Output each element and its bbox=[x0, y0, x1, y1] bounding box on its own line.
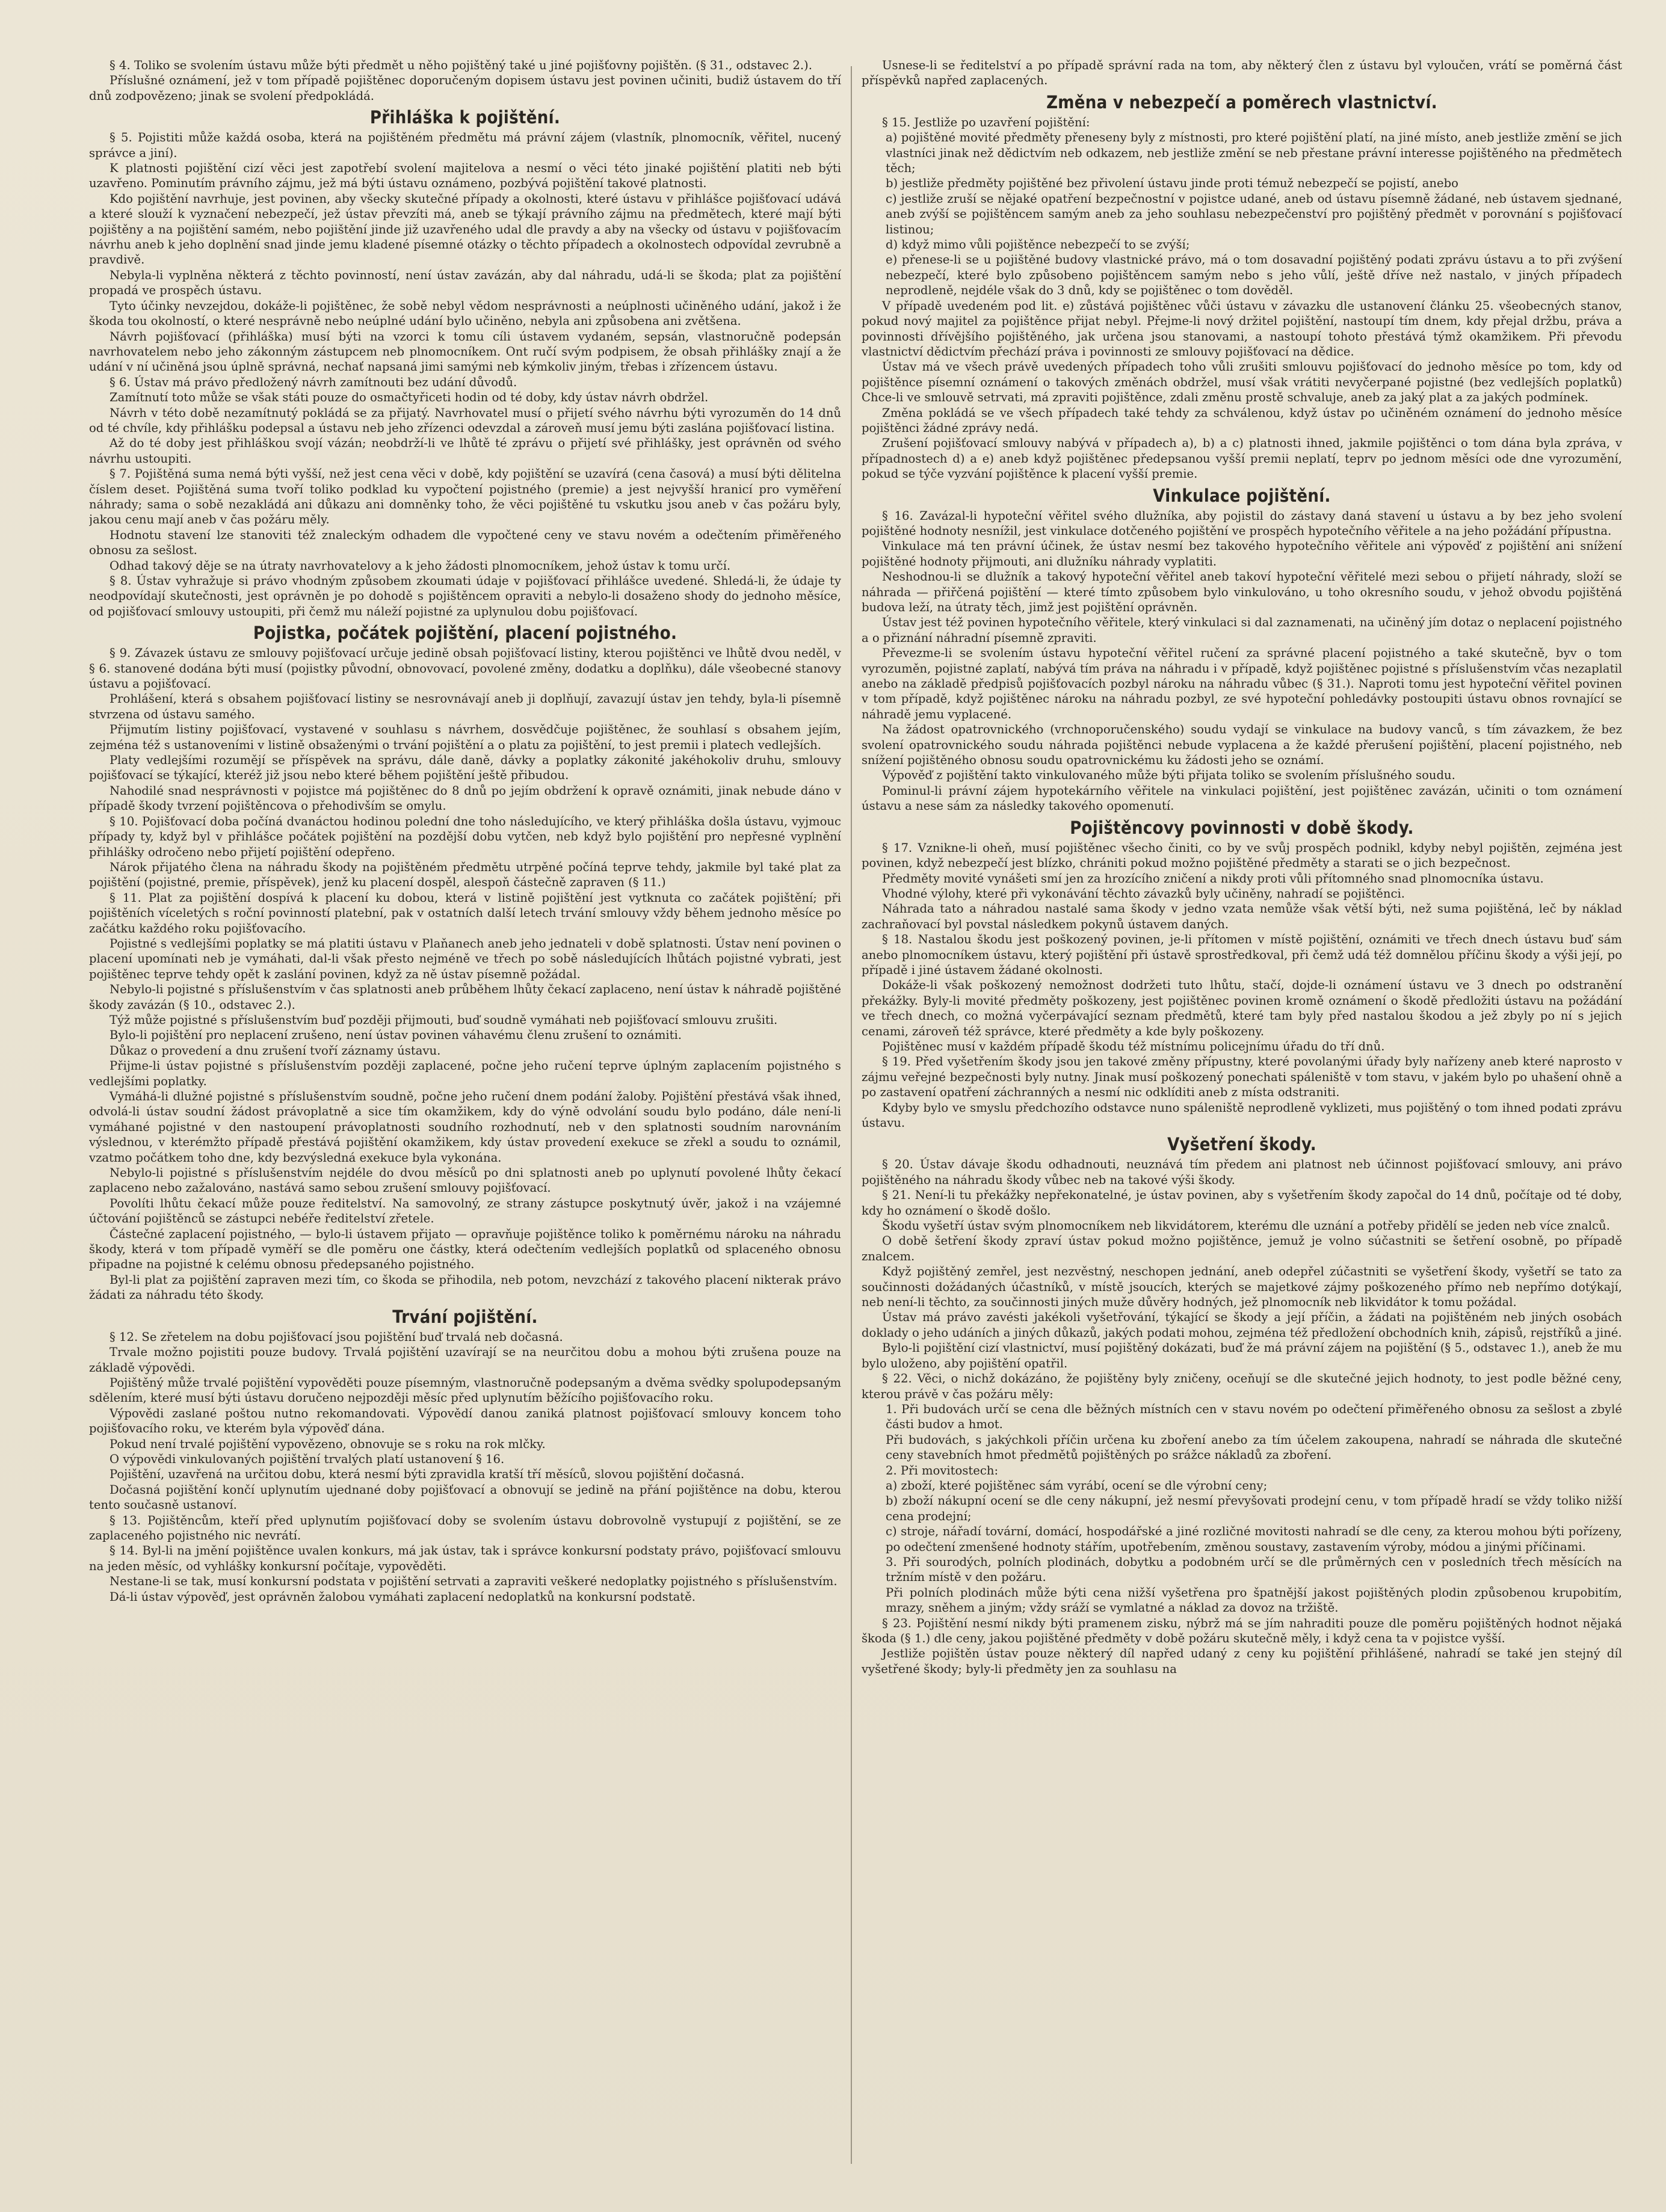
paragraph: Návrh pojišťovací (přihláška) musí býti na vzorci k tomu cíli ústavem vydaném, sepsán, vlastnoručně podepsán navrhovatelem nebo jeho zákonným zástupcem neb plnomocníkem. Ont ručí svým podpisem, že obsah přihlášky znají a že udání v ní učiněná jsou úplně správná, nechať napsaná jimi samými neb kýmkoliv jiným, třebas i zřízencem ústavu. bbox=[89, 329, 841, 374]
paragraph: Škodu vyšetří ústav svým plnomocníkem neb likvidátorem, kterému dle uznání a potřeby přidělí se jeden neb více znalců. bbox=[882, 1219, 1610, 1233]
paragraph: Byl-li plat za pojištění zapraven mezi tím, co škoda se přihodila, neb potom, nevzchází z takového placení nikterak právo žádati za náhradu této škody. bbox=[89, 1272, 841, 1302]
paragraph: § 6. Ústav má právo předložený návrh zamítnouti bez udání důvodů. bbox=[110, 375, 517, 389]
paragraph: § 10. Pojišťovací doba počíná dvanáctou hodinou polední dne toho následujícího, ve který přihláška došla ústavu, vyjmouc případy ty, když byl v přihlášce počátek pojištění na pozdější dobu vytčen, neb když bylo pojištění pro nepřesné vyplnění přihlášky odročeno nebo přijetí pojištění odepřeno. bbox=[89, 814, 841, 859]
paragraph: O výpovědi vinkulovaných pojištění trvalých platí ustanovení § 16. bbox=[110, 1452, 505, 1466]
paragraph: Pokud není trvalé pojištění vypovězeno, obnovuje se s roku na rok mlčky. bbox=[110, 1437, 546, 1451]
section-heading-prihlaska-k-pojisteni: Přihláška k pojištění. bbox=[369, 107, 561, 128]
paragraph: Náhrada tato a náhradou nastalé sama škody v jedno vzata nemůže však větší býti, než suma pojištěná, leč by náklad zachraňovací byl povstal následkem pokynů ústavem daných. bbox=[862, 902, 1622, 931]
paragraph: K platnosti pojištění cizí věci jest zapotřebí svolení majitelova a nesmí o věci této jinaké pojištění platiti neb býti uzavřeno. Pominutím právního zájmu, jež má býti ústavu oznámeno, pozbývá pojištění takové platnosti. bbox=[89, 161, 841, 191]
list-item: a) zboží, které pojištěnec sám vyrábí, ocení se dle výrobní ceny; bbox=[886, 1478, 1268, 1493]
paragraph: Pojištění, uzavřená na určitou dobu, která nesmí býti zpravidla kratší tří měsíců, slovou pojištění dočasná. bbox=[110, 1467, 745, 1482]
list-item: 1. Při budovách určí se cena dle běžných místních cen v stavu novém po odečtení přiměřeného obnosu za sešlost a zbylé části budov a hmot. bbox=[886, 1402, 1622, 1432]
paragraph: Přijmutím listiny pojišťovací, vystavené v souhlasu s návrhem, dosvědčuje pojištěnec, že souhlasí s obsahem jejím, zejména též s ustanoveními v listině obsaženými o trvání pojištění a o platu za pojištění, to jest premii i platech vedlejších. bbox=[89, 722, 841, 752]
paragraph: Vinkulace má ten právní účinek, že ústav nesmí bez takového hypotečního věřitele ani výpověď z pojištění ani snížení pojištěné hodnoty přijmouti, ani dlužníku náhrady vyplatiti. bbox=[862, 539, 1622, 568]
paragraph: Usnese-li se ředitelství a po případě správní rada na tom, aby některý člen z ústavu byl vyloučen, vrátí se poměrná část příspěvků napřed zaplacených. bbox=[862, 58, 1622, 88]
paragraph: § 19. Před vyšetřením škody jsou jen takové změny přípustny, které povolanými úřady byly nařízeny aneb které naprosto v zájmu veřejné bezpečnosti byly nutny. Jinak musí poškozený ponechati spáleniště v tom stavu, v jakém bylo po uhašení ohně a po zastavení opatření záchranných a nesmí nic odklíditi aneb z místa odstraniti. bbox=[862, 1055, 1622, 1100]
paragraph: Částečné zaplacení pojistného, — bylo-li ústavem přijato — opravňuje pojištěnce toliko k poměrnému nároku na náhradu škody, která v tom případě vyměří se dle poměru one částky, která odečtením vedlejších poplatků od splaceného obnosu připadne na pojistné k celému obnosu předepsaného pojistného. bbox=[89, 1227, 841, 1272]
section-heading-vysetreni-skody: Vyšetření škody. bbox=[1167, 1134, 1316, 1155]
paragraph: Nebyla-li vyplněna některá z těchto povinností, není ústav zavázán, aby dal náhradu, udá-li se škoda; plat za pojištění propadá ve prospěch ústavu. bbox=[89, 268, 841, 298]
list-item: a) pojištěné movité předměty přeneseny byly z místnosti, pro které pojištění platí, na jiné místo, aneb jestliže změní se jich vlastníci jinak než dědictvím neb odkazem, neb jestliže změní se neb přestane právní interesse pojištěného na předmětech těch; bbox=[886, 131, 1622, 176]
paragraph: Předměty movité vynášeti smí jen za hrozícího zničení a nikdy proti vůli přítomného snad plnomocníka ústavu. bbox=[882, 871, 1544, 886]
paragraph: Prohlášení, která s obsahem pojišťovací listiny se nesrovnávají aneb ji doplňují, zavazují ústav jen tehdy, byla-li písemně stvrzena od ústavu samého. bbox=[89, 692, 841, 721]
list-item: 3. Při sourodých, polních plodinách, dobytku a podobném určí se dle průměrných cen v posledních třech měsících na tržním místě v den požáru. bbox=[886, 1554, 1622, 1585]
paragraph: § 13. Pojištěncům, kteří před uplynutím pojišťovací doby se svolením ústavu dobrovolně vystupují z pojištění, se ze zaplaceného pojistného nic nevrátí. bbox=[89, 1513, 841, 1542]
paragraph: Povolíti lhůtu čekací může pouze ředitelství. Na samovolný, ze strany zástupce poskytnutý úvěr, jakož i na vzájemné účtování pojištěnců se zástupci nebéře ředitelství zřetele. bbox=[89, 1196, 841, 1226]
paragraph: Návrh v této době nezamítnutý pokládá se za přijatý. Navrhovatel musí o přijetí svého návrhu býti vyrozuměn do 14 dnů od té chvíle, kdy přihlášku podepsal a ústavu neb jeho zřízenci odevzdal a zároveň musí jemu býti zaslána pojišťovací listina. bbox=[89, 405, 841, 435]
right-column bbox=[862, 58, 1622, 2170]
section-heading-vinkulace-pojisteni: Vinkulace pojištění. bbox=[1153, 485, 1331, 506]
paragraph: Ústav má právo zavésti jakékoli vyšetřování, týkající se škody a její příčin, a žádati na pojištěném neb jiných osobách doklady o jeho udáních a jiných důkazů, jakých podati mohou, zejména též předložení obchodních knih, zápisů, rejstříků a jiné. bbox=[862, 1310, 1622, 1340]
paragraph: Až do té doby jest přihláškou svojí vázán; neobdrží-li ve lhůtě té zprávu o přijetí své přihlášky, jest oprávněn od svého návrhu ustoupiti. bbox=[89, 436, 841, 466]
section-heading-zmena-v-nebezpeci-a-pomerech-vlastnictvi: Změna v nebezpečí a poměrech vlastnictví. bbox=[1046, 91, 1437, 112]
paragraph: Platy vedlejšími rozumějí se příspěvek na správu, dále daně, dávky a poplatky zákonité jakéhokoliv druhu, smlouvy pojišťovací se týkající, kteréž již jsou nebo které během pojištění ještě přibudou. bbox=[89, 753, 841, 783]
list-item: e) přenese-li se u pojištěné budovy vlastnické právo, má o tom dosavadní pojištěný podati zprávu ústavu a to při zvýšení nebezpečí, které bylo způsobeno pojištěncem samým nebo s jeho vůlí, ještě dříve než nastalo, v jiných případech neprodleně, nejdéle však do 3 dnů, kdy se pojištěnec o tom dověděl. bbox=[886, 253, 1622, 298]
list-item: c) jestliže zruší se nějaké opatření bezpečnostní v pojistce udané, aneb od ústavu písemně žádané, neb ústavem sjednané, aneb zvýší se pojištěncem samým aneb za jeho souhlasu nebezpečenství pro pojištěný předmět v porovnání s pojišťovací listinou; bbox=[886, 191, 1622, 236]
paragraph: § 14. Byl-li na jmění pojištěnce uvalen konkurs, má jak ústav, tak i správce konkursní podstaty právo, pojišťovací smlouvu na jeden měsíc, od vyhlášky konkursní počítaje, vypověděti. bbox=[89, 1544, 841, 1573]
paragraph: Na žádost opatrovnického (vrchnoporučenského) soudu vydají se vinkulace na budovy vanců, s tím závazkem, že bez svolení opatrovnického soudu náhrada pojištěnci nebude vyplacena a že každé přerušení pojištění, placení pojistného, neb snížení pojištěného obnosu soudu opatrovnickému ku žádosti jeho se oznámí. bbox=[862, 722, 1622, 768]
list-item: d) když mimo vůli pojištěnce nebezpečí to se zvýší; bbox=[886, 238, 1190, 252]
list-item: c) stroje, nářadí tovární, domácí, hospodářské a jiné rozličné movitosti nahradí se dle ceny, za kterou mohou býti pořízeny, po odečtení zmenšené hodnoty stářím, upotřebením, změnou soustavy, zastavením výroby, módou a jinými příčinami. bbox=[886, 1524, 1622, 1554]
paragraph: Zrušení pojišťovací smlouvy nabývá v případech a), b) a c) platnosti ihned, jakmile pojištěnci o tom dána byla zpráva, v případnostech d) a e) aneb když pojištěnec předepsanou vyšší premii neplatí, teprv po jednom měsíci ode dne vyrozumění, pokud se týče vyzvání pojištěnce k placení vyšší premie. bbox=[862, 436, 1622, 481]
paragraph: § 20. Ústav dávaje škodu odhadnouti, neuznává tím předem ani platnost neb účinnost pojišťovací smlouvy, ani právo pojištěného na náhradu škody vůbec neb na takové výši škody. bbox=[862, 1157, 1622, 1187]
paragraph: § 21. Není-li tu překážky nepřekonatelné, je ústav povinen, aby s vyšetřením škody započal do 14 dnů, počítaje od té doby, kdy ho oznámení o škodě došlo. bbox=[862, 1188, 1622, 1218]
paragraph: Vymáhá-li dlužné pojistné s příslušenstvím soudně, počne jeho ručení dnem podání žaloby. Pojištění přestává však ihned, odvolá-li ústav soudní žádost právoplatně a sice tím okamžikem, kdy do výně odvolání soudu bylo podáno, dále není-li vymáhané pojistné v den nastoupení právoplatnosti soudního rozhodnutí, neb v den splatnosti soudním narovnáním výslednou, v kterémžto případě přestává pojištění okamžikem, kdy ústav provedení exekuce se zřekl a soudu to oznámil, vzatmo počátkem toho dne, kdy bezvýsledná exekuce byla vykonána. bbox=[89, 1089, 841, 1165]
paragraph: § 4. Toliko se svolením ústavu může býti předmět u něho pojištěný také u jiné pojišťovny pojištěn. (§ 31., odstavec 2.). bbox=[110, 58, 812, 72]
paragraph: § 5. Pojistiti může každá osoba, která na pojištěném předmětu má právní zájem (vlastník, plnomocník, věřitel, nucený správce a jiní). bbox=[89, 131, 841, 160]
paragraph: Kdyby bylo ve smyslu předchozího odstavce nuno spáleniště neprodleně vyklizeti, mus pojištěný o tom ihned podati zprávu ústavu. bbox=[862, 1100, 1622, 1130]
paragraph: Kdo pojištění navrhuje, jest povinen, aby všecky skutečné případy a okolnosti, které ústavu v přihlášce pojišťovací udává a které slouží k vyznačení nebezpečí, jež ústav převzíti má, aneb se týkají právního zájmu na předmětech, které mají býti pojištěny a na pojištění samém, nebo pojištění jinde již uzavřeného udal dle pravdy a aby na všecky od ústavu v pojišťovacím návrhu aneb k jeho doplnění snad jinde jemu kladené písemné otázky o těchto případech a okolnostech odpovídal zevrubně a pravdivě. bbox=[89, 191, 841, 267]
paragraph: Bylo-li pojištění cizí vlastnictví, musí pojištěný dokázati, buď že má právní zájem na pojištění (§ 5., odstavec 1.), aneb že mu bylo uloženo, aby pojištění opatřil. bbox=[862, 1341, 1622, 1370]
paragraph: Trvale možno pojistiti pouze budovy. Trvalá pojištění uzavírají se na neurčitou dobu a mohou býti zrušena pouze na základě výpovědi. bbox=[89, 1345, 841, 1375]
column-divider bbox=[851, 66, 852, 2164]
paragraph: O době šetření škody zpraví ústav pokud možno pojištěnce, jemuž je volno súčastniti se šetření osobně, po případě znalcem. bbox=[862, 1234, 1622, 1263]
paragraph: Týž může pojistné s příslušenstvím buď později přijmouti, buď soudně vymáhati neb pojišťovací smlouvu zrušiti. bbox=[110, 1012, 778, 1027]
paragraph: V případě uvedeném pod lit. e) zůstává pojištěnec vůči ústavu v závazku dle ustanovení článku 25. všeobecných stanov, pokud nový majitel za pojištěnce přijat nebyl. Přejme-li nový držitel pojištění, nastoupí tím dnem, kdy přejal držbu, práva a povinnosti dřívějšího pojištěného, jak určena jsou stanovami, a nastoupí tohoto přestává týmž okamžikem. Při převodu vlastnictví dědictvím přechází práva i povinnosti ze smlouvy pojišťovací na dědice. bbox=[862, 298, 1622, 359]
paragraph: Přijme-li ústav pojistné s příslušenstvím později zaplacené, počne jeho ručení teprve úplným zaplacením pojistného s vedlejšími poplatky. bbox=[89, 1059, 841, 1088]
paragraph: Dá-li ústav výpověď, jest oprávněn žalobou vymáhati zaplacení nedoplatků na konkursní podstatě. bbox=[110, 1589, 696, 1604]
paragraph: Tyto účinky nevzejdou, dokáže-li pojištěnec, že sobě nebyl vědom nesprávnosti a neúplnosti učiněného udání, jakož i že škoda tou okolností, o které nesprávně nebo neúplné udání bylo učiněno, nebyla ani způsobena ani zvětšena. bbox=[89, 298, 841, 328]
paragraph: Bylo-li pojištění pro neplacení zrušeno, není ústav povinen váhavému členu zrušení to oznámiti. bbox=[110, 1028, 682, 1043]
paragraph: Vhodné výlohy, které při vykonávání těchto závazků byly učiněny, nahradí se pojištěnci. bbox=[882, 886, 1405, 901]
section-heading-pojistencovy-povinnosti-v-dobe-skody: Pojištěncovy povinnosti v době škody. bbox=[1070, 817, 1414, 838]
paragraph: Pojistné s vedlejšími poplatky se má platiti ústavu v Plaňanech aneb jeho jednateli v době splatnosti. Ústav není povinen o placení upomínati neb je vymáhati, dal-li však přesto nejméně ve třech po sobě následujících lhůtách pojistné vybrati, jest pojištěnec teprve tehdy opět k zaslání povinen, když za ně ústav písemně požádal. bbox=[89, 936, 841, 981]
paragraph: Hodnotu stavení lze stanoviti též znaleckým odhadem dle vypočtené ceny ve stavu novém a odečtením přiměřeného obnosu za sešlost. bbox=[89, 528, 841, 558]
paragraph: Když pojištěný zemřel, jest nezvěstný, neschopen jednání, aneb odepřel zúčastniti se vyšetření škody, vyšetří se tato za součinnosti dožádaných účastníků, v místě jsoucích, kterých se majetkové zájmy poškozeného přímo neb nepřímo dotýkají, neb není-li těchto, za součinnosti jiných muže důvěry hodných, jež plnomocník neb likvidátor k tomu požádal. bbox=[862, 1265, 1622, 1310]
paragraph: § 7. Pojištěná suma nemá býti vyšší, než jest cena věci v době, kdy pojištění se uzavírá (cena časová) a musí býti dělitelna číslem deset. Pojištěná suma tvoří toliko podklad ku vypočtení pojistného (premie) a jest nejvyšší hranicí pro vyměření náhrady; sama o sobě nezakládá ani důkazu ani domněnky toho, že věci pojištěné tu vskutku jsou aneb v čas požáru byly, jakou cenu mají aneb v čas požáru měly. bbox=[89, 467, 841, 527]
paragraph: § 22. Věci, o nichž dokázáno, že pojištěny byly zničeny, oceňují se dle skutečné jejich hodnoty, to jest podle běžné ceny, kterou právě v čas požáru měly: bbox=[862, 1372, 1622, 1401]
paragraph: Ústav má ve všech právě uvedených případech toho vůli zrušiti smlouvu pojišťovací do jednoho měsíce po tom, kdy od pojištěnce písemní oznámení o takových změnách obdržel, musí však vrátiti nevyčerpané pojistné (bez vedlejších poplatků) Chce-li ve smlouvě setrvati, má zpraviti pojištěnce, zdali změnu prostě schvaluje, aneb za jaký plat a za jakých podmínek. bbox=[862, 360, 1622, 405]
paragraph: Důkaz o provedení a dnu zrušení tvoří záznamy ústavu. bbox=[110, 1043, 441, 1058]
paragraph: § 12. Se zřetelem na dobu pojišťovací jsou pojištění buď trvalá neb dočasná. bbox=[110, 1329, 563, 1344]
paragraph: Nebylo-li pojistné s příslušenstvím v čas splatnosti aneb průběhem lhůty čekací zaplaceno, není ústav k náhradě pojištěné škody zavázán (§ 10., odstavec 2.). bbox=[89, 982, 841, 1012]
list-item: Při budovách, s jakýchkoli příčin určena ku zboření anebo za tím účelem zakoupena, nahradí se náhrada dle skutečné ceny stavebních hmot předmětů pojištěných po srážce nákladů za zboření. bbox=[886, 1432, 1622, 1462]
paragraph: § 11. Plat za pojištění dospívá k placení ku dobou, která v listině pojištění jest vytknuta co začátek pojištění; při pojištěních víceletých s roční povinností platební, pak v ostatních další letech trvání smlouvy vždy během jednoho měsíce po začátku každého roku pojišťovacího. bbox=[89, 890, 841, 935]
list-item: Při polních plodinách může býti cena nižší vyšetřena pro špatnější jakost pojištěných plodin způsobenou krupobitím, mrazy, sněhem a jiným; vždy sráží se vymlatné a náklad za dovoz na tržiště. bbox=[886, 1585, 1622, 1615]
paragraph: Změna pokládá se ve všech případech také tehdy za schválenou, když ústav po učiněném oznámení do jednoho měsíce pojištěnci žádné zprávy nedá. bbox=[862, 405, 1622, 435]
paragraph: Výpovědi zaslané poštou nutno rekomandovati. Výpovědí danou zaniká platnost pojišťovací smlouvy koncem toho pojišťovacího roku, ve kterém byla výpověď dána. bbox=[89, 1406, 841, 1436]
paragraph: § 18. Nastalou škodu jest poškozený povinen, je-li přítomen v místě pojištění, oznámiti ve třech dnech ústavu buď sám anebo plnomocníkem ústavu, který pojištění při ústavě sprostředkoval, při čemž udá též domnělou příčinu škody a výši její, po případě i jiné ústavem žádané okolnosti. bbox=[862, 932, 1622, 977]
paragraph: Nahodilé snad nesprávnosti v pojistce má pojištěnec do 8 dnů po jejím obdržení k opravě oznámiti, jinak nebude dáno v případě škody tvrzení pojištěncova o přehodivším se omylu. bbox=[89, 783, 841, 813]
paragraph: § 16. Zavázal-li hypoteční věřitel svého dlužníka, aby pojistil do zástavy daná stavení u ústavu a by bez jeho svolení pojištěné hodnoty nesnížil, jest vinkulace dotčeného pojištění ve prospěch hypotečního věřitele a na jeho požádání přípustna. bbox=[862, 508, 1622, 538]
paragraph: Příslušné oznámení, jež v tom případě pojištěnec doporučeným dopisem ústavu jest povinen učiniti, budiž ústavem do tří dnů zodpovězeno; jinak se svolení předpokládá. bbox=[89, 73, 841, 103]
paragraph: Nebylo-li pojistné s příslušenstvím nejdéle do dvou měsíců po dni splatnosti aneb po uplynutí povolené lhůty čekací zaplaceno nebo zažalováno, nastává samo sebou zrušení smlouvy pojišťovací. bbox=[89, 1166, 841, 1195]
section-heading-trvani-pojisteni: Trvání pojištění. bbox=[392, 1306, 538, 1327]
paragraph: Převezme-li se svolením ústavu hypoteční věřitel ručení za správné placení pojistného a také skutečně, byv o tom vyrozuměn, pojistné zaplatí, nabývá tím práva na náhradu i v případě, když pojištěnec pojistné s příslušenstvím včas nezaplatil anebo na základě předpisů pojišťovacích pozbyl nároku na náhradu vůbec (§ 31.). Naproti tomu jest hypoteční věřitel povinen v tom případě, když pojištěnec nároku na náhradu pozbyl, ze své hypoteční pohledávky postoupiti ústavu obnos rovnající se náhradě jemu vyplacené. bbox=[862, 646, 1622, 721]
paragraph: Dočasná pojištění končí uplynutím ujednané doby pojišťovací a obnovují se jedině na přání pojištěnce na dobu, kterou tento současně ustanoví. bbox=[89, 1482, 841, 1512]
list-item: b) jestliže předměty pojištěné bez přivolení ústavu jinde proti témuž nebezpečí se pojistí, anebo bbox=[886, 176, 1458, 191]
paragraph: Pojištěnec musí v každém případě škodu též místnímu policejnímu úřadu do tří dnů. bbox=[882, 1039, 1385, 1053]
paragraph: Výpověď z pojištění takto vinkulovaného může býti přijata toliko se svolením příslušného soudu. bbox=[882, 768, 1455, 783]
paragraph: Nestane-li se tak, musí konkursní podstata v pojištění setrvati a zapraviti veškeré nedoplatky pojistného s příslušenstvím. bbox=[110, 1574, 838, 1589]
paragraph: § 15. Jestliže po uzavření pojištění: bbox=[882, 115, 1090, 129]
paragraph: § 9. Závazek ústavu ze smlouvy pojišťovací určuje jedině obsah pojišťovací listiny, kterou pojištěnci ve lhůtě dvou neděl, v § 6. stanovené dodána býti musí (pojistky původní, obnovovací, povolené změny, dodatku a doplňku), dále všeobecné stanovy ústavu a pojišťovací. bbox=[89, 646, 841, 691]
section-heading-pojistka-pocatek-pojisteni-placeni-pojistneho: Pojistka, počátek pojištění, placení pojistného. bbox=[253, 623, 677, 644]
list-item: b) zboží nákupní ocení se dle ceny nákupní, jež nesmí převyšovati prodejní cenu, v tom případě hradí se vždy toliko nižší cena prodejní; bbox=[886, 1494, 1622, 1523]
list-item: 2. Při movitostech: bbox=[886, 1463, 999, 1477]
paragraph: Nárok přijatého člena na náhradu škody na pojištěném předmětu utrpěné počíná teprve tehdy, jakmile byl také plat za pojištění (pojistné, premie, příspěvek), jenž ku placení dospěl, alespoň částečně zapraven (§ 11.) bbox=[89, 860, 841, 890]
paragraph: Pojištěný může trvalé pojištění vypověděti pouze písemným, vlastnoručně podepsaným a dvěma svědky spolupodepsaným sdělením, které musí býti ústavu doručeno nejpozději měsíc před uplynutím běžícího pojišťovacího roku. bbox=[89, 1375, 841, 1405]
left-column bbox=[89, 58, 841, 2170]
paragraph: § 17. Vznikne-li oheň, musí pojištěnec všecho činiti, co by ve svůj prospěch podnikl, kdyby nebyl pojištěn, zejména jest povinen, když nebezpečí jest blízko, chrániti pokud možno pojištěné předměty a starati se o jich bezpečnost. bbox=[862, 840, 1622, 870]
paragraph: Zamítnutí toto může se však státi pouze do osmačtyřiceti hodin od té doby, kdy ústav návrh obdržel. bbox=[110, 390, 709, 405]
paragraph: Odhad takový děje se na útraty navrhovatelovy a k jeho žádosti plnomocníkem, jehož ústav k tomu určí. bbox=[110, 558, 731, 573]
paragraph: Neshodnou-li se dlužník a takový hypoteční věřitel aneb takoví hypoteční věřitelé mezi sebou o přijetí náhrady, složí se náhrada — přiřčená pojištění — které tímto způsobem bylo vinkulováno, u toho okresního soudu, v jehož obvodu pojištěná budova leží, na útraty těch, jimž jest pojištění oprávněn. bbox=[862, 570, 1622, 614]
paragraph: Jestliže pojištěn ústav pouze některý díl napřed udaný z ceny ku pojištění přihlášené, nahradí se také jen stejný díl vyšetřené škody; byly-li předměty jen za souhlasu na bbox=[862, 1647, 1622, 1676]
paragraph: Pominul-li právní zájem hypotekárního věřitele na vinkulaci pojištění, jest pojištěnec zavázán, učiniti o tom oznámení ústavu a nese sám za následky takového opomenutí. bbox=[862, 783, 1622, 813]
paragraph: § 23. Pojištění nesmí nikdy býti pramenem zisku, nýbrž má se jím nahraditi pouze dle poměru pojištěných hodnot nějaká škoda (§ 1.) dle ceny, jakou pojištěné předměty v době požáru skutečně měly, i když cena ta v pojistce vyšší. bbox=[862, 1616, 1622, 1645]
paragraph: Dokáže-li však poškozený nemožnost dodržeti tuto lhůtu, stačí, dojde-li oznámení ústavu ve 3 dnech po odstranění překážky. Byly-li movité předměty poškozeny, jest pojištěnec povinen kromě oznámení o škodě předložiti ústavu na požádání ve třech dnech, co možná vyčerpávající seznam předmětů, které tam byly před nastalou škodou a jež zbyly po ní s jejich cenami, zároveň též správce, které předměty a kde byly poškozeny. bbox=[862, 978, 1622, 1038]
paragraph: Ústav jest též povinen hypotečního věřitele, který vinkulaci si dal zaznamenati, na učiněný jím dotaz o neplacení pojistného a o přiznání náhradní písemně zpraviti. bbox=[862, 615, 1622, 645]
paragraph: § 8. Ústav vyhražuje si právo vhodným způsobem zkoumati údaje v pojišťovací přihlášce uvedené. Shledá-li, že údaje ty neodpovídají skutečnosti, jest oprávněn je po dohodě s pojištěncem opraviti a nebylo-li dosaženo shody do jednoho měsíce, od pojišťovací smlouvy ustoupiti, při čemž mu náleží pojistné za uplynulou dobu pojišťovací. bbox=[89, 574, 841, 618]
